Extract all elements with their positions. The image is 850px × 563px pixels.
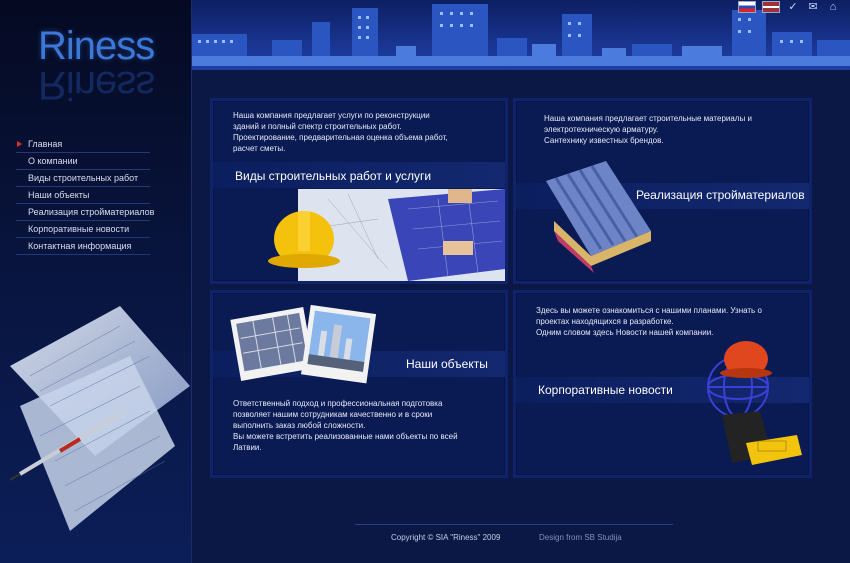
- nav-item-materials[interactable]: Реализация стройматериалов: [16, 204, 150, 221]
- construction-photos-image: [227, 303, 377, 393]
- panel-services[interactable]: [210, 98, 508, 284]
- header-toolbar: [738, 1, 840, 13]
- main-nav: [16, 136, 155, 255]
- logo-reflection: Riness: [38, 63, 155, 107]
- panel-title[interactable]: Реализация стройматериалов: [636, 188, 805, 202]
- nav-item-contacts[interactable]: Контактная информация: [16, 238, 150, 255]
- news-description: Здесь вы можете ознакомиться с нашими планами. Узнать о проектах находящихся в разработке. Одним словом здесь Новости нашей компании.: [536, 306, 762, 337]
- mail-icon[interactable]: ✉: [808, 1, 818, 13]
- copyright-text: Copyright © SIA "Riness" 2009: [391, 533, 501, 542]
- sandwich-panel-image: [536, 161, 656, 273]
- panel-title[interactable]: Наши объекты: [406, 357, 488, 371]
- nav-item-objects[interactable]: Наши объекты: [16, 187, 150, 204]
- panel-objects[interactable]: [210, 290, 508, 478]
- panel-title[interactable]: Корпоративные новости: [538, 383, 673, 397]
- nav-item-services[interactable]: Виды строительных работ: [16, 170, 150, 187]
- flag-lv-icon[interactable]: [762, 1, 780, 13]
- logo-text: Riness: [38, 24, 155, 68]
- header: [192, 0, 850, 70]
- objects-description: Ответственный подход и профессиональная подготовка позволяет нашим сотрудникам качественно и в сроки выполнить заказ любой сложности. Вы можете встретить реализованные нами объекты по всей Латвии.: [233, 399, 458, 452]
- nav-item-news[interactable]: Корпоративные новости: [16, 221, 150, 238]
- blueprint-illustration: [0, 296, 191, 536]
- globe-helmet-image: [702, 335, 802, 471]
- materials-description: Наша компания предлагает строительные материалы и электротехническую арматуру. Сантехнику известных брендов.: [544, 114, 752, 145]
- footer-divider: [355, 524, 673, 525]
- panel-news[interactable]: [513, 290, 812, 478]
- designer-link[interactable]: Design from SB Studija: [539, 533, 622, 542]
- nav-item-about[interactable]: О компании: [16, 153, 150, 170]
- services-description: Наша компания предлагает услуги по реконструкции зданий и полный спектр строительных работ. Проектирование, предварительная оценка объема работ, расчет сметы.: [233, 111, 448, 153]
- sidebar: [0, 0, 192, 563]
- panel-materials[interactable]: [513, 98, 812, 284]
- checkmark-icon[interactable]: ✓: [788, 1, 798, 13]
- helmet-blueprint-image: [268, 189, 505, 281]
- flag-ru-icon[interactable]: [738, 1, 756, 13]
- nav-item-home[interactable]: Главная: [16, 136, 150, 153]
- home-icon[interactable]: ⌂: [829, 1, 837, 13]
- site-logo[interactable]: [38, 24, 178, 124]
- panel-title[interactable]: Виды строительных работ и услуги: [235, 169, 432, 183]
